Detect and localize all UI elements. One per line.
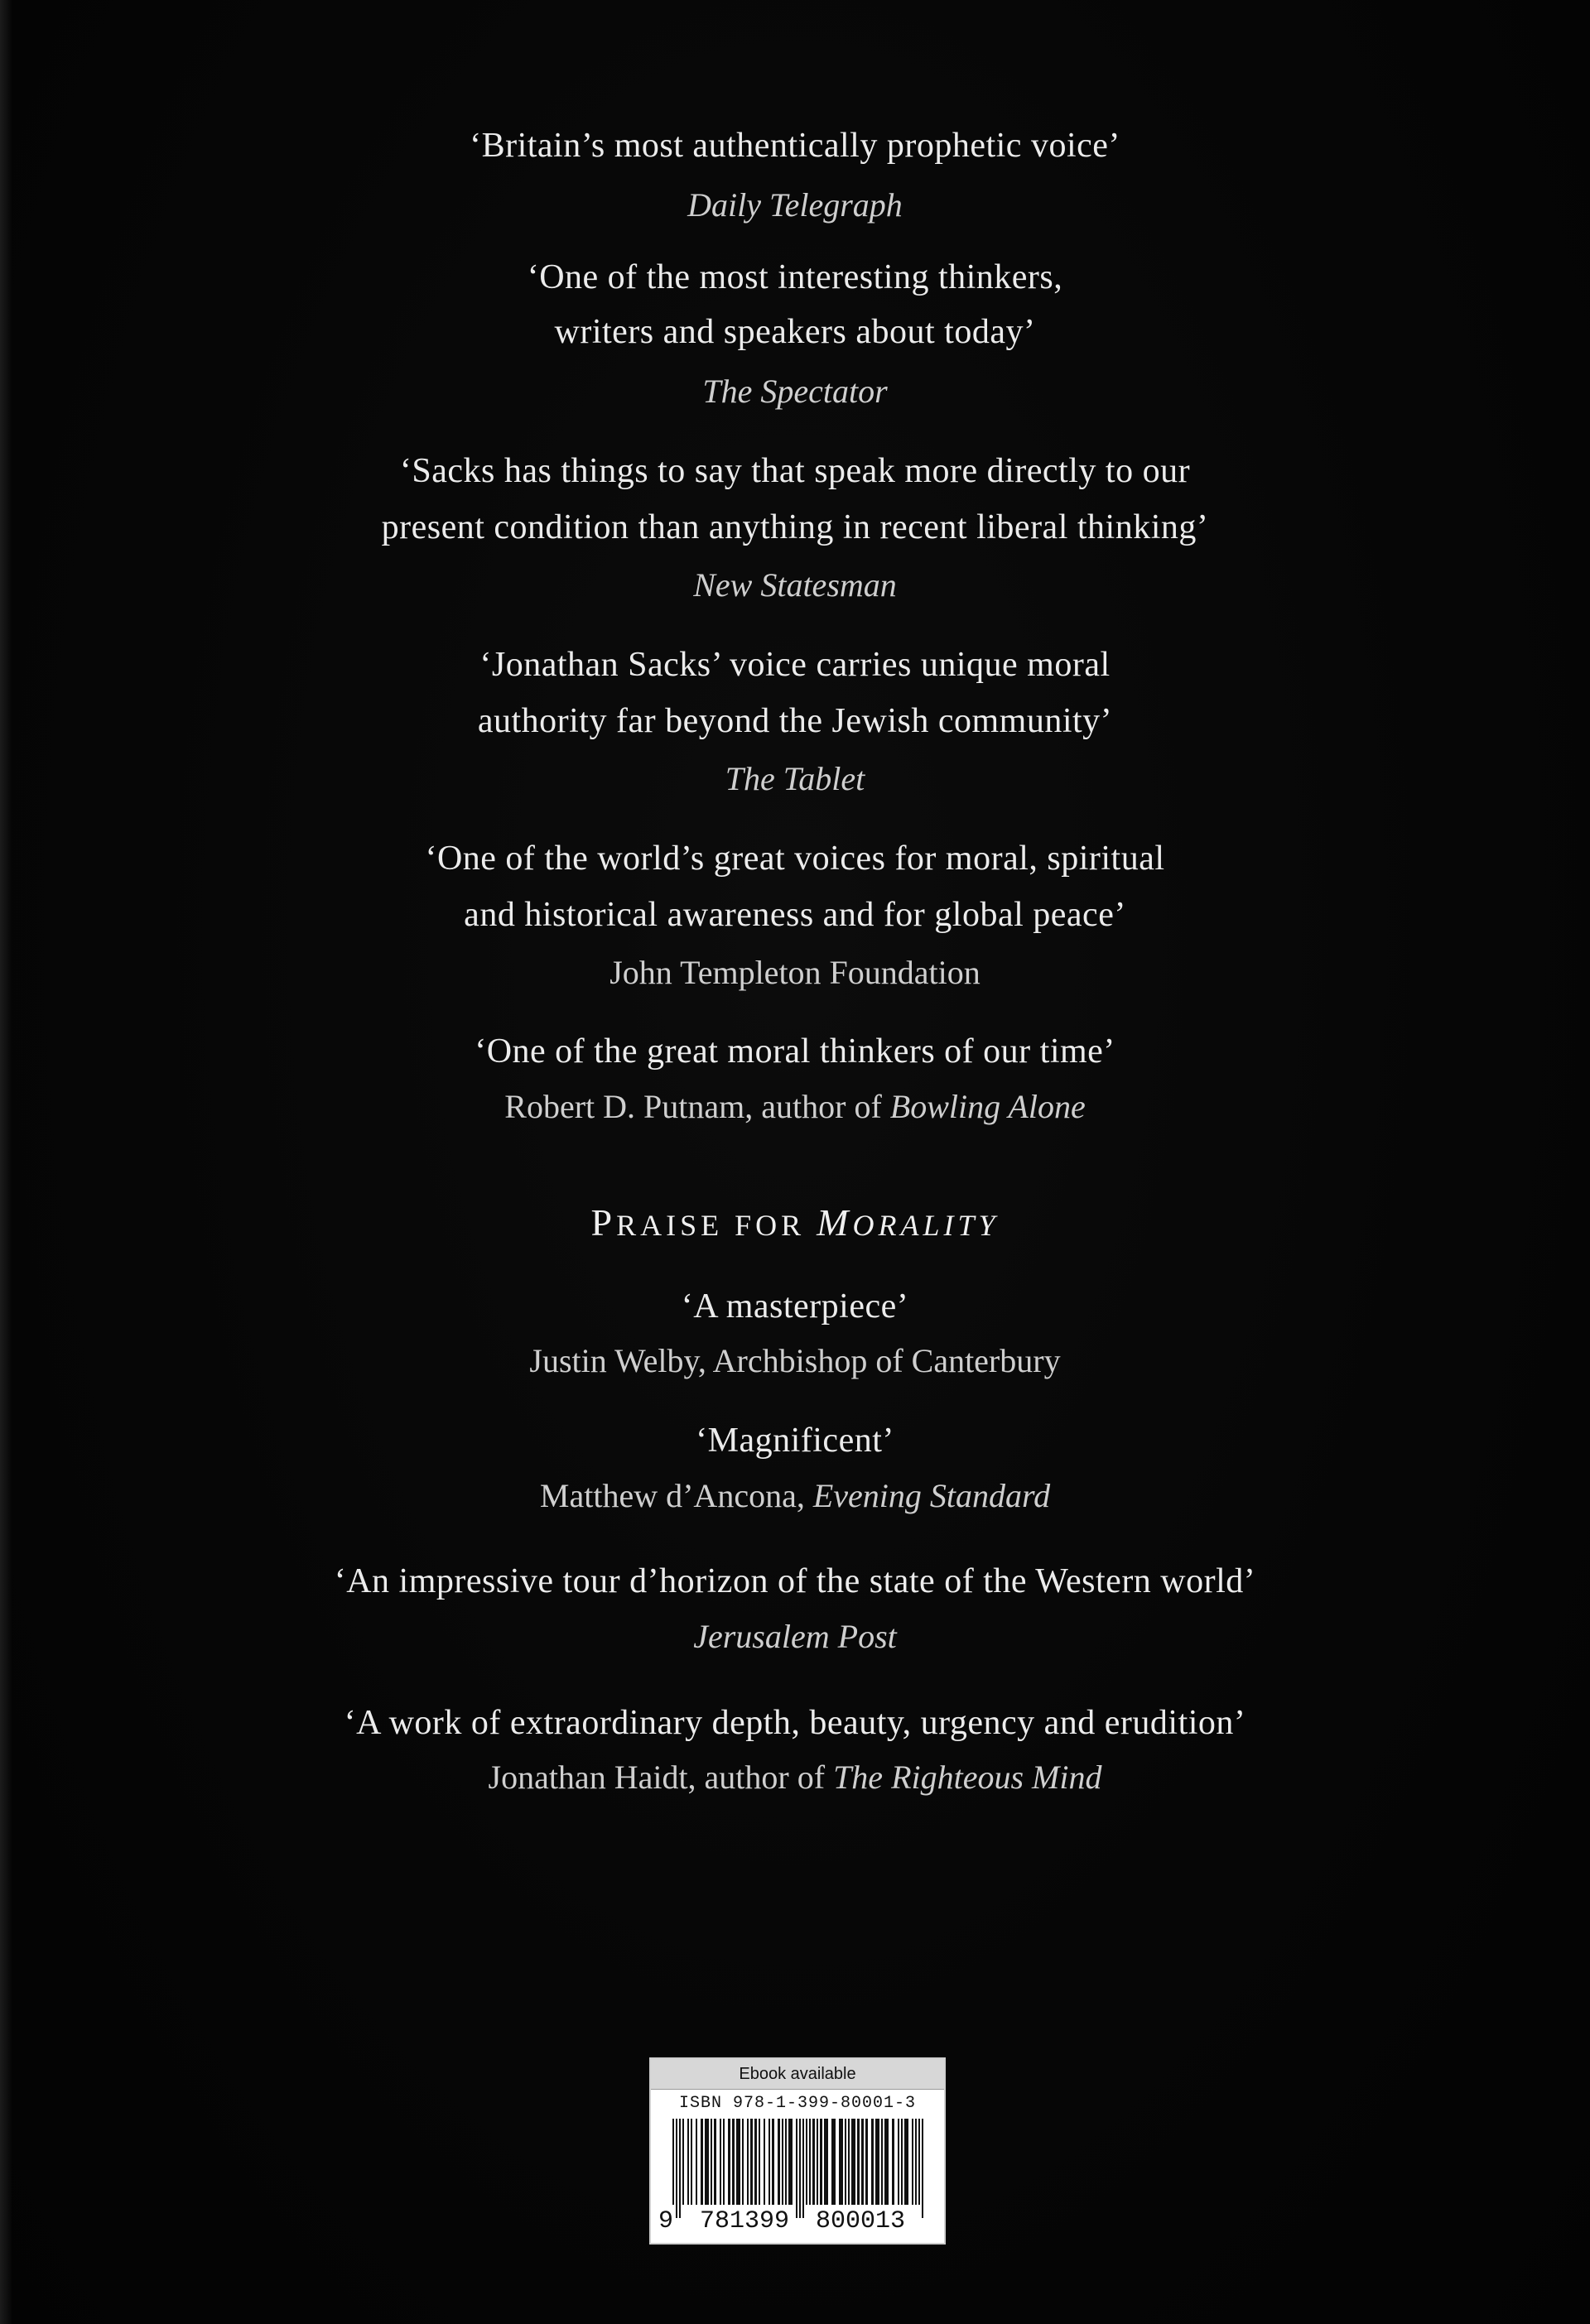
barcode-bar	[796, 2119, 797, 2218]
isbn-label: ISBN 978-1-399-80001-3	[678, 2094, 917, 2113]
praise-source-0-part-0: Justin Welby, Archbishop of Canterbury	[529, 1342, 1061, 1379]
endorsement-source-2	[0, 563, 1590, 608]
barcode-bar	[701, 2119, 703, 2205]
praise-prefix-rest: RAISE FOR	[616, 1209, 817, 1242]
barcode-bar	[817, 2119, 818, 2205]
barcode-bar	[892, 2119, 894, 2205]
barcode-bar	[679, 2119, 681, 2218]
barcode-bar	[676, 2119, 677, 2218]
endorsement-quote-2-line-1: present condition than anything in recent liberal thinking’	[381, 508, 1209, 546]
barcode-bar	[839, 2119, 843, 2205]
endorsement-source-5	[0, 1085, 1590, 1129]
barcode-bar	[922, 2119, 923, 2218]
barcode-bar	[750, 2119, 753, 2205]
endorsement-quote-5-line-0: ‘One of the great moral thinkers of our time’	[475, 1032, 1115, 1071]
barcode-bar	[785, 2119, 787, 2205]
praise-prefix-initial: P	[590, 1201, 617, 1244]
barcode-bar	[848, 2119, 850, 2205]
barcode-bar	[732, 2119, 735, 2205]
praise-source-1-part-1: Evening Standard	[812, 1477, 1051, 1514]
barcode-digits	[651, 2205, 944, 2238]
barcode-bar	[736, 2119, 740, 2205]
endorsement-source-1	[0, 369, 1590, 414]
barcode-bar	[871, 2119, 874, 2205]
endorsement-quote-1-line-0: ‘One of the most interesting thinkers,	[527, 258, 1063, 296]
barcode-bar	[720, 2119, 721, 2205]
barcode-bar	[742, 2119, 744, 2205]
barcode-digits-right: 800013	[813, 2205, 908, 2238]
praise-quote-1-line-0: ‘Magnificent’	[696, 1422, 894, 1460]
endorsement-source-3	[0, 757, 1590, 801]
barcode-bar	[809, 2119, 811, 2205]
endorsement-source-2-part-0: New Statesman	[693, 566, 897, 604]
barcode-bar	[861, 2119, 864, 2205]
barcode-bar	[778, 2119, 780, 2205]
barcode-bar	[901, 2119, 903, 2205]
praise-source-3	[0, 1755, 1590, 1800]
barcode-bar	[904, 2119, 908, 2205]
barcode-bar	[728, 2119, 730, 2205]
barcode-bar	[820, 2119, 822, 2205]
praise-quote-0-line-0: ‘A masterpiece’	[681, 1287, 909, 1326]
barcode-bar	[696, 2119, 697, 2205]
barcode-bar	[788, 2119, 793, 2205]
barcode-bar	[723, 2119, 725, 2205]
praise-source-3-part-0: Jonathan Haidt, author of	[488, 1759, 834, 1796]
endorsement-source-4-part-0: John Templeton Foundation	[610, 954, 980, 991]
barcode-bar	[714, 2119, 716, 2205]
praise-source-2	[0, 1614, 1590, 1659]
barcode-bar	[799, 2119, 801, 2218]
barcode-bar	[682, 2119, 684, 2205]
praise-source-3-part-1: The Righteous Mind	[833, 1759, 1102, 1796]
barcode-bar	[857, 2119, 860, 2205]
endorsement-source-1-part-0: The Spectator	[702, 373, 888, 410]
praise-source-2-part-0: Jerusalem Post	[693, 1618, 897, 1655]
endorsement-quote-3-line-1: authority far beyond the Jewish community’	[477, 702, 1113, 740]
endorsement-source-4	[0, 950, 1590, 995]
barcode-box	[649, 2057, 946, 2245]
endorsement-quote-0-line-0: ‘Britain’s most authentically prophetic voice’	[470, 127, 1120, 165]
endorsement-source-0-part-0: Daily Telegraph	[687, 186, 903, 224]
endorsement-quote-4-line-1: and historical awareness and for global peace’	[464, 896, 1126, 934]
praise-heading	[0, 1202, 1590, 1246]
endorsement-source-5-part-0: Robert D. Putnam, author of	[504, 1088, 890, 1125]
barcode-bar	[812, 2119, 815, 2205]
barcode-bar	[802, 2119, 804, 2218]
praise-title-initial: M	[817, 1201, 853, 1244]
praise-title-rest: ORALITY	[852, 1209, 1000, 1242]
barcode-bar	[759, 2119, 760, 2205]
barcode-digit-lead: 9	[656, 2205, 676, 2238]
praise-source-1	[0, 1474, 1590, 1518]
barcode-bar	[915, 2119, 917, 2205]
barcode-bar	[711, 2119, 712, 2205]
barcode-bar	[875, 2119, 879, 2205]
barcode-bar	[772, 2119, 774, 2205]
barcode-bar	[747, 2119, 749, 2205]
barcode-bar	[884, 2119, 889, 2205]
barcode-bar	[705, 2119, 709, 2205]
praise-source-0	[0, 1339, 1590, 1383]
endorsement-source-3-part-0: The Tablet	[725, 760, 865, 797]
barcode-bar	[754, 2119, 757, 2205]
endorsement-quote-4-line-0: ‘One of the world’s great voices for moral, spiritual	[425, 840, 1165, 878]
endorsement-source-5-part-1: Bowling Alone	[889, 1088, 1086, 1125]
barcode-bar	[687, 2119, 689, 2205]
barcode-bar	[918, 2119, 920, 2205]
barcode-bar	[768, 2119, 770, 2205]
barcode-bar	[865, 2119, 868, 2205]
barcode-bar	[912, 2119, 913, 2205]
barcode-bar	[806, 2119, 807, 2205]
barcode-bar	[881, 2119, 883, 2205]
barcode-bar	[824, 2119, 828, 2205]
endorsement-source-0	[0, 183, 1590, 228]
endorsement-quote-1-line-1: writers and speakers about today’	[554, 313, 1036, 351]
barcode-bar	[851, 2119, 855, 2205]
barcode-bar	[845, 2119, 846, 2205]
barcode-bar	[672, 2119, 674, 2218]
barcode-bar	[691, 2119, 692, 2205]
barcode-bars	[671, 2119, 928, 2218]
endorsement-quote-3-line-0: ‘Jonathan Sacks’ voice carries unique moral	[479, 646, 1111, 684]
endorsement-quote-2-line-0: ‘Sacks has things to say that speak more directly to our	[399, 452, 1191, 490]
barcode-bar	[764, 2119, 765, 2205]
barcode-digits-left: 781399	[697, 2205, 792, 2238]
ebook-available-label: Ebook available	[651, 2059, 944, 2090]
praise-source-1-part-0: Matthew d’Ancona,	[539, 1477, 813, 1514]
barcode-bar	[898, 2119, 899, 2205]
praise-quote-3-line-0: ‘A work of extraordinary depth, beauty, urgency and erudition’	[344, 1704, 1246, 1742]
barcode-bar	[782, 2119, 783, 2205]
barcode-bar	[831, 2119, 836, 2205]
praise-quote-2-line-0: ‘An impressive tour d’horizon of the state of the Western world’	[334, 1562, 1256, 1600]
